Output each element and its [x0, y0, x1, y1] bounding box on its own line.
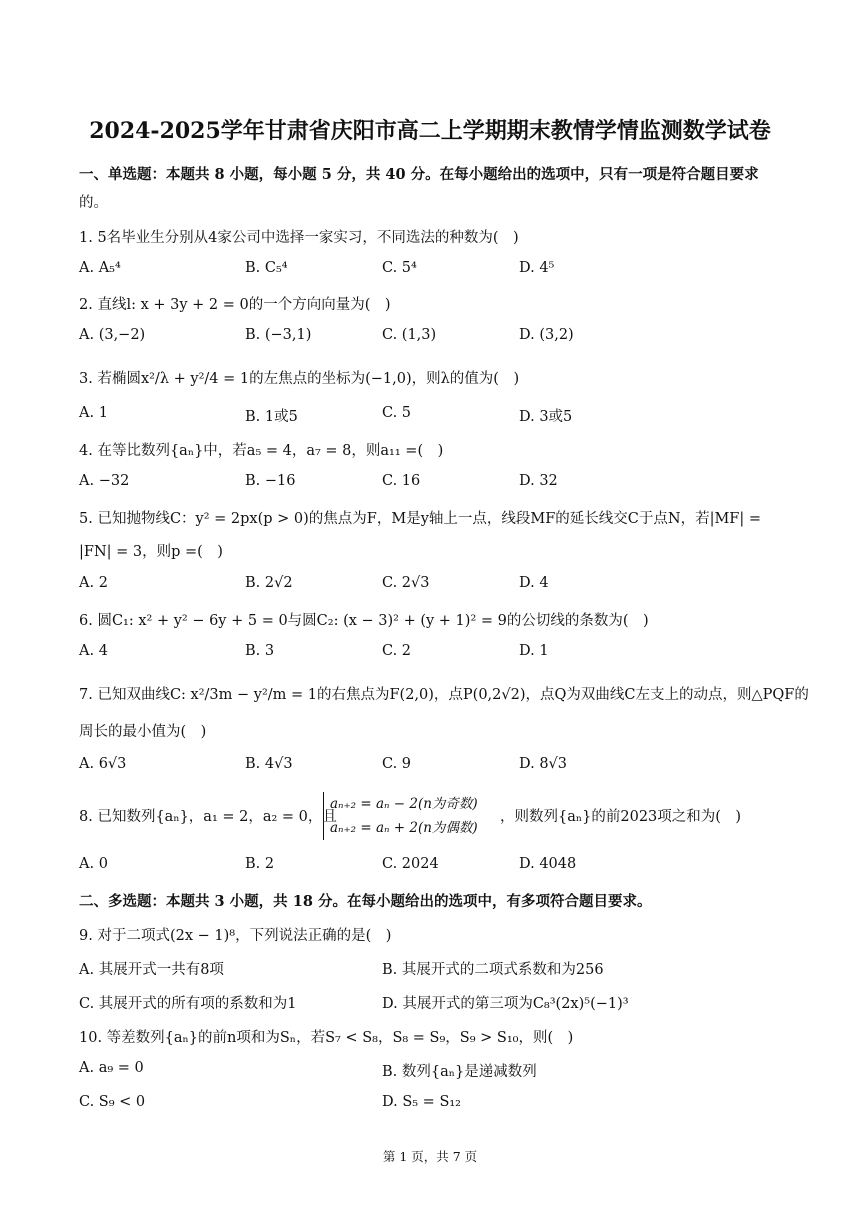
question-10-option-b: B. 数列{aₙ}是递减数列 — [382, 1064, 537, 1080]
question-4-option-d: D. 32 — [519, 473, 558, 489]
question-7-option-b: B. 4√3 — [245, 756, 293, 772]
question-1-option-b: B. C₅⁴ — [245, 260, 288, 276]
question-4-option-c: C. 16 — [382, 473, 421, 489]
question-9-option-a: A. 其展开式一共有8项 — [79, 962, 224, 978]
question-1-stem: 1. 5名毕业生分别从4家公司中选择一家实习，不同选法的种数为( ) — [79, 230, 519, 246]
question-6-option-c: C. 2 — [382, 643, 412, 659]
question-6-option-d: D. 1 — [519, 643, 549, 659]
question-3-option-d: D. 3或5 — [519, 409, 573, 425]
question-5-option-c: C. 2√3 — [382, 575, 430, 591]
question-8-option-c: C. 2024 — [382, 856, 439, 872]
question-8-option-a: A. 0 — [79, 856, 108, 872]
question-7-stem: 7. 已知双曲线C: x²/3m − y²/m = 1的右焦点为F(2,0)，点P(0,2√2)，点Q为双曲线C左支上的动点，则△PQF的 — [79, 687, 809, 703]
question-3-option-a: A. 1 — [79, 405, 108, 421]
question-9-option-b: B. 其展开式的二项式系数和为256 — [382, 962, 604, 978]
question-3-option-c: C. 5 — [382, 405, 412, 421]
question-10-option-a: A. a₉ = 0 — [79, 1060, 144, 1076]
question-5-stem: 5. 已知抛物线C：y² = 2px(p > 0)的焦点为F，M是y轴上一点，线段MF的延长线交C于点N，若|MF| = — [79, 511, 762, 527]
question-1-option-c: C. 5⁴ — [382, 260, 417, 276]
question-9-option-d: D. 其展开式的第三项为C₈³(2x)⁵(−1)³ — [382, 996, 629, 1012]
question-5-option-a: A. 2 — [79, 575, 108, 591]
piecewise-case-odd: aₙ₊₂ = aₙ − 2(n为奇数) — [330, 796, 478, 812]
question-7-stem-cont: 周长的最小值为( ) — [79, 724, 207, 740]
section2-heading: 二、多选题：本题共 3 小题，共 18 分。在每小题给出的选项中，有多项符合题目要求。 — [79, 893, 652, 910]
question-8-stem — [79, 805, 337, 826]
question-7-option-c: C. 9 — [382, 756, 412, 772]
section1-heading-cont: 的。 — [79, 195, 108, 211]
page-title: 2024-2025学年甘肃省庆阳市高二上学期期末教情学情监测数学试卷 — [89, 118, 771, 144]
question-2-stem: 2. 直线l: x + 3y + 2 = 0的一个方向向量为( ) — [79, 297, 391, 313]
question-3-option-b: B. 1或5 — [245, 409, 298, 425]
question-5-option-b: B. 2√2 — [245, 575, 293, 591]
question-2-option-d: D. (3,2) — [519, 327, 574, 343]
question-7-option-a: A. 6√3 — [79, 756, 127, 772]
question-7-option-d: D. 8√3 — [519, 756, 568, 772]
question-8-stem-pre: 8. 已知数列{aₙ}，a₁ = 2，a₂ = 0，且 — [79, 809, 337, 825]
question-4-stem: 4. 在等比数列{aₙ}中，若a₅ = 4，a₇ = 8，则a₁₁ =( ) — [79, 443, 444, 459]
page-footer: 第 1 页，共 7 页 — [382, 1149, 478, 1164]
question-3-stem: 3. 若椭圆x²/λ + y²/4 = 1的左焦点的坐标为(−1,0)，则λ的值为( ) — [79, 371, 520, 387]
question-8-option-b: B. 2 — [245, 856, 275, 872]
question-8-option-d: D. 4048 — [519, 856, 577, 872]
question-10-option-c: C. S₉ < 0 — [79, 1094, 146, 1110]
question-1-option-a: A. A₅⁴ — [79, 260, 121, 276]
question-10-stem: 10. 等差数列{aₙ}的前n项和为Sₙ，若S₇ < S₈，S₈ = S₉，S₉ > S₁₀，则( ) — [79, 1030, 574, 1046]
question-9-option-c: C. 其展开式的所有项的系数和为1 — [79, 996, 297, 1012]
question-4-option-a: A. −32 — [79, 473, 130, 489]
question-6-option-a: A. 4 — [79, 643, 108, 659]
question-4-option-b: B. −16 — [245, 473, 296, 489]
question-10-option-d: D. S₅ = S₁₂ — [382, 1094, 461, 1110]
question-1-option-d: D. 4⁵ — [519, 260, 555, 276]
section1-heading: 一、单选题：本题共 8 小题，每小题 5 分，共 40 分。在每小题给出的选项中，只有一项是符合题目要求 — [79, 166, 759, 183]
question-9-stem: 9. 对于二项式(2x − 1)⁸，下列说法正确的是( ) — [79, 928, 392, 944]
question-2-option-a: A. (3,−2) — [79, 327, 146, 343]
question-2-option-c: C. (1,3) — [382, 327, 437, 343]
question-6-stem: 6. 圆C₁: x² + y² − 6y + 5 = 0与圆C₂: (x − 3)² + (y + 1)² = 9的公切线的条数为( ) — [79, 613, 649, 629]
piecewise-case-even: aₙ₊₂ = aₙ + 2(n为偶数) — [330, 820, 478, 836]
question-6-option-b: B. 3 — [245, 643, 275, 659]
question-5-option-d: D. 4 — [519, 575, 549, 591]
piecewise-definition — [323, 792, 478, 840]
question-8-stem-post: ，则数列{aₙ}的前2023项之和为( ) — [500, 809, 742, 825]
question-2-option-b: B. (−3,1) — [245, 327, 312, 343]
question-5-stem-cont: |FN| = 3，则p =( ) — [79, 544, 223, 560]
